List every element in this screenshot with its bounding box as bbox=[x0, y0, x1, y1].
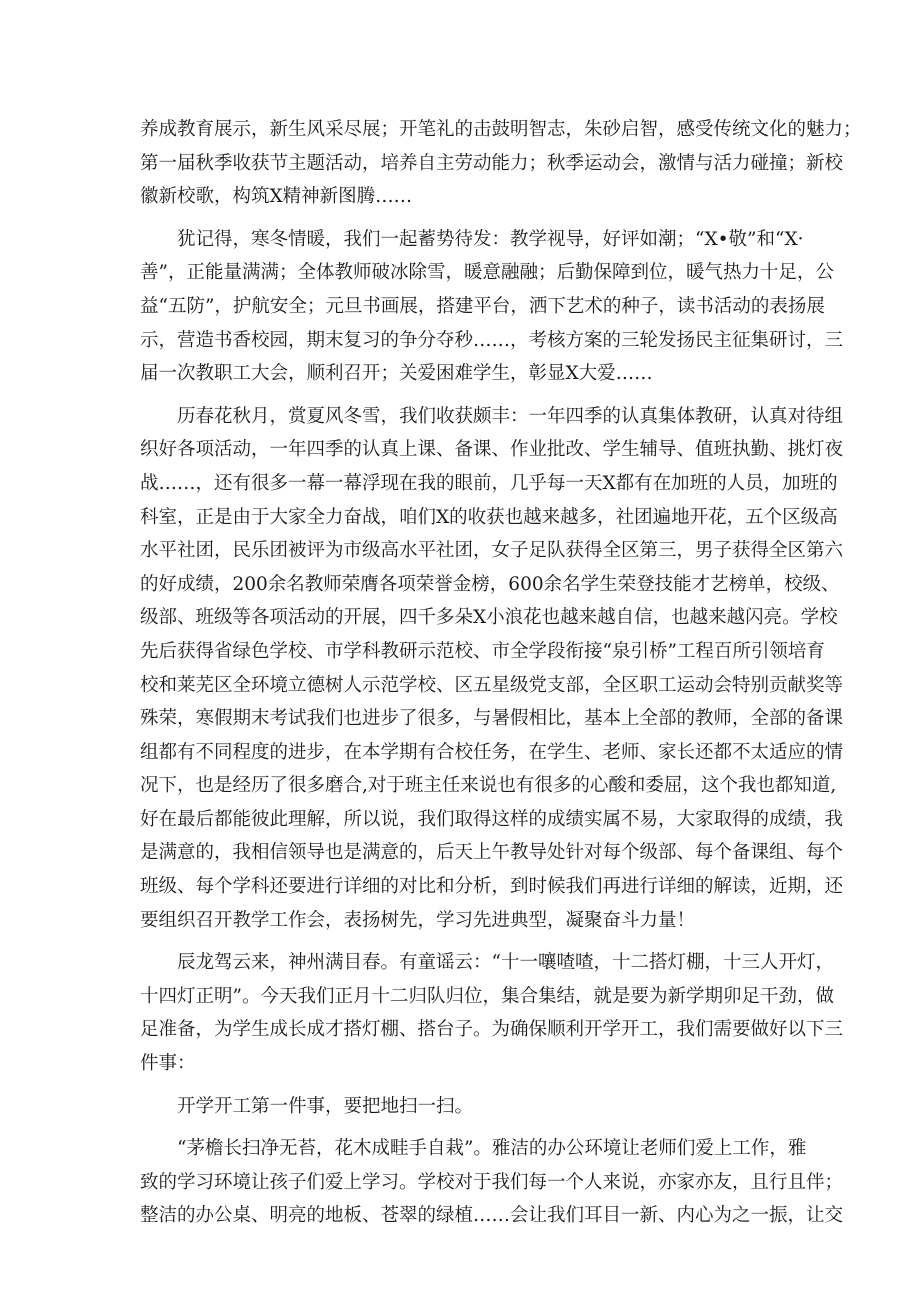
text-line: 件事： bbox=[140, 1053, 196, 1075]
text-line: 第一届秋季收获节主题活动，培养自主劳动能力；秋季运动会，激情与活力碰撞；新校 bbox=[140, 152, 844, 174]
text-line: 织好各项活动，一年四季的认真上课、备课、作业批改、学生辅导、值班执勤、挑灯夜 bbox=[140, 439, 844, 461]
paragraph-5 bbox=[140, 1090, 788, 1124]
text-line: 水平社团，民乐团被评为市级高水平社团，女子足队获得全区第三，男子获得全区第六 bbox=[140, 540, 844, 562]
text-line: 级部、班级等各项活动的开展，四千多朵X小浪花也越来越自信，也越来越闪亮。学校 bbox=[140, 607, 838, 629]
text-line: 战……，还有很多一幕一幕浮现在我的眼前，几乎每一天X都有在加班的人员，加班的 bbox=[140, 472, 838, 494]
text-line: 校和莱芜区全环境立德树人示范学校、区五星级党支部，全区职工运动会特别贡献奖等 bbox=[140, 674, 844, 696]
text-line: 班级、每个学科还要进行详细的对比和分析，到时候我们再进行详细的解读，近期，还 bbox=[140, 876, 844, 898]
text-line: 历春花秋月，赏夏风冬雪，我们收获颇丰：一年四季的认真集体教研，认真对待组 bbox=[140, 405, 844, 427]
paragraph-2 bbox=[140, 223, 844, 391]
text-line: 是满意的，我相信领导也是满意的，后天上午教导处针对每个级部、每个备课组、每个 bbox=[140, 842, 844, 864]
document-body bbox=[140, 113, 862, 1233]
text-line: 整洁的办公桌、明亮的地板、苍翠的绿植……会让我们耳目一新、内心为之一振，让交 bbox=[140, 1205, 844, 1227]
text-line: 益“五防”，护航安全；元旦书画展，搭建平台，洒下艺术的种子，读书活动的表扬展 bbox=[140, 295, 825, 317]
paragraph-4 bbox=[140, 946, 844, 1080]
paragraph-3 bbox=[140, 400, 844, 938]
text-line: 徽新校歌，构筑X精神新图腾…… bbox=[140, 186, 413, 208]
text-line: 先后获得省绿色学校、市学科教研示范校、市全学段衔接“泉引桥”工程百所引领培育 bbox=[140, 640, 825, 662]
text-line: 示，营造书香校园，期末复习的争分夺秒……，考核方案的三轮发扬民主征集研讨，三 bbox=[140, 329, 844, 351]
text-line: 要组织召开教学工作会，表扬树先，学习先进典型，凝聚奋斗力量！ bbox=[140, 909, 696, 931]
text-line: 的好成绩，200余名教师荣膺各项荣誉金榜，600余名学生荣登技能才艺榜单，校级、 bbox=[140, 573, 840, 595]
text-line: 辰龙驾云来，神州满目春。有童谣云：“十一嚷喳喳，十二搭灯棚，十三人开灯， bbox=[140, 952, 834, 974]
text-line: “茅檐长扫净无苔，花木成畦手自栽”。雅洁的办公环境让老师们爱上工作，雅 bbox=[140, 1138, 807, 1160]
text-line: 殊荣，寒假期末考试我们也进步了很多，与暑假相比，基本上全部的教师，全部的备课 bbox=[140, 708, 844, 730]
text-line: 好在最后都能彼此理解，所以说，我们取得这样的成绩实属不易，大家取得的成绩，我 bbox=[140, 808, 844, 830]
text-line: 犹记得，寒冬情暖，我们一起蓄势待发：教学视导，好评如潮；“X•敬”和“X· bbox=[140, 228, 804, 250]
text-line: 善”，正能量满满；全体教师破冰除雪，暖意融融；后勤保障到位，暖气热力十足，公 bbox=[140, 262, 834, 284]
text-line: 科室，正是由于大家全力奋战，咱们X的收获也越来越多，社团遍地开花，五个区级高 bbox=[140, 506, 838, 528]
text-line: 组都有不同程度的进步，在本学期有合校任务，在学生、老师、家长还都不太适应的情 bbox=[140, 741, 844, 763]
text-line: 足准备，为学生成长成才搭灯棚、搭台子。为确保顺利开学开工，我们需要做好以下三 bbox=[140, 1019, 844, 1041]
text-line: 开学开工第一件事，要把地扫一扫。 bbox=[140, 1095, 474, 1117]
paragraph-6 bbox=[140, 1132, 844, 1233]
text-line: 致的学习环境让孩子们爱上学习。学校对于我们每一个人来说，亦家亦友，且行且伴； bbox=[140, 1171, 844, 1193]
text-line: 况下，也是经历了很多磨合,对于班主任来说也有很多的心酸和委屈，这个我也都知道, bbox=[140, 775, 837, 797]
text-line: 养成教育展示，新生风采尽展；开笔礼的击鼓明智志，朱砂启智，感受传统文化的魅力； bbox=[140, 119, 862, 140]
text-line: 届一次教职工大会，顺利召开；关爱困难学生，彰显X大爱…… bbox=[140, 363, 653, 385]
paragraph-1 bbox=[140, 113, 862, 214]
text-line: 十四灯正明”。今天我们正月十二归队归位，集合集结，就是要为新学期卯足干劲，做 bbox=[140, 985, 834, 1007]
